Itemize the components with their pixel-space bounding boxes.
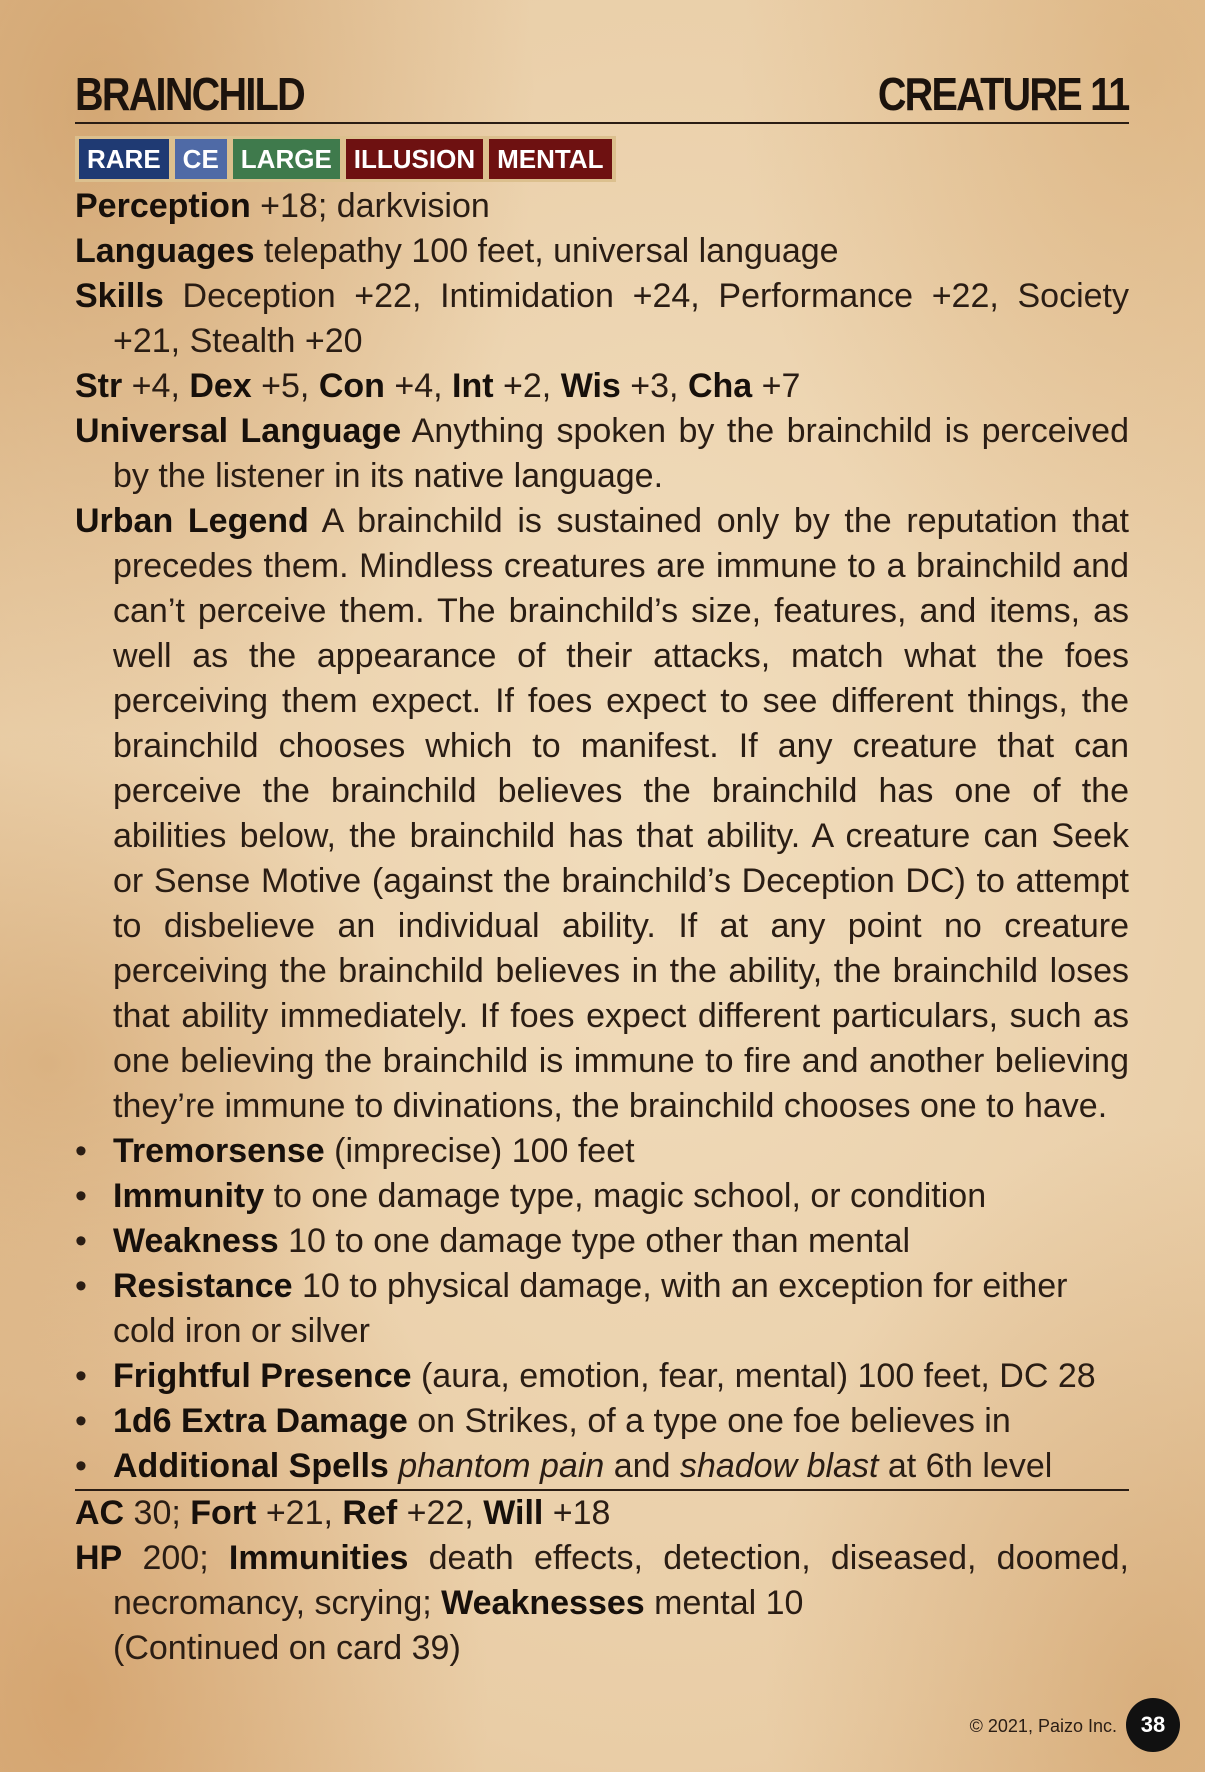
languages-value: telepathy 100 feet, universal language	[254, 232, 839, 270]
immunities-value: death effects, detection, diseased, doomed, necromancy, scrying;	[113, 1539, 1129, 1622]
immunity-text: to one damage type, magic school, or condition	[264, 1177, 987, 1215]
trait-size: LARGE	[233, 139, 340, 179]
weakness-text: 10 to one damage type other than mental	[278, 1222, 911, 1260]
resistance-label: Resistance	[113, 1267, 293, 1305]
universal-language-line	[75, 409, 1129, 499]
spell-phantom-pain: phantom pain	[398, 1447, 605, 1485]
list-item	[75, 1444, 1129, 1489]
languages-line	[75, 229, 1129, 274]
weaknesses-label: Weaknesses	[441, 1584, 645, 1622]
list-item	[75, 1264, 1129, 1354]
legend-abilities-list	[75, 1129, 1129, 1489]
frightful-presence-label: Frightful Presence	[113, 1357, 412, 1395]
list-item	[75, 1129, 1129, 1174]
trait-rare: RARE	[79, 139, 169, 179]
bullet-icon: •	[75, 1222, 87, 1260]
cha-value: +7	[752, 367, 801, 405]
urban-legend-line	[75, 499, 1129, 1129]
list-item	[75, 1219, 1129, 1264]
trait-list	[75, 136, 616, 182]
int-label: Int	[452, 367, 494, 405]
additional-spells-text-b: and	[604, 1447, 680, 1485]
list-item	[75, 1174, 1129, 1219]
weakness-label: Weakness	[113, 1222, 279, 1260]
continued-note: (Continued on card 39)	[113, 1629, 461, 1667]
bullet-icon: •	[75, 1132, 87, 1170]
hp-label: HP	[75, 1539, 123, 1577]
page-number-badge: 38	[1126, 1698, 1180, 1752]
trait-illusion: ILLUSION	[346, 139, 483, 179]
hp-line	[75, 1536, 1129, 1626]
int-value: +2,	[493, 367, 561, 405]
trait-alignment: CE	[175, 139, 227, 179]
bullet-icon: •	[75, 1402, 87, 1440]
hp-value: 200;	[122, 1539, 229, 1577]
skills-line	[75, 274, 1129, 364]
bullet-icon: •	[75, 1357, 87, 1395]
weaknesses-value: mental 10	[644, 1584, 804, 1622]
con-label: Con	[318, 367, 385, 405]
ability-scores-line	[75, 364, 1129, 409]
urban-legend-text: A brainchild is sustained only by the reputation that precedes them. Mindless creatures are immune to a brainchild and can’t perceive them. The brainchild’s size, features, and items, as well as the appearance of their attacks, match what the foes perceiving them expect. If foes expect to see different things, the brainchild chooses which to manifest. If any creature that can perceive the brainchild believes the brainchild has one of the abilities below, the brainchild has that ability. A creature can Seek or Sense Motive (against the brainchild’s Deception DC) to attempt to disbelieve an individual ability. If at any point no creature perceiving the brainchild believes in the ability, the brainchild loses that ability immediately. If foes expect different particulars, such as one believing the brainchild is immune to fire and another believing they’re immune to divinations, the brainchild chooses one to have.	[113, 502, 1129, 1125]
frightful-presence-text: (aura, emotion, fear, mental) 100 feet, DC 28	[411, 1357, 1096, 1395]
will-value: +18	[543, 1494, 611, 1532]
ac-value: 30;	[124, 1494, 191, 1532]
perception-label: Perception	[75, 187, 251, 225]
tremorsense-label: Tremorsense	[113, 1132, 325, 1170]
urban-legend-label: Urban Legend	[75, 502, 309, 540]
additional-spells-label: Additional Spells	[113, 1447, 389, 1485]
extra-damage-text: on Strikes, of a type one foe believes in	[407, 1402, 1011, 1440]
extra-damage-label: 1d6 Extra Damage	[113, 1402, 408, 1440]
resistance-text: 10 to physical damage, with an exception for either cold iron or silver	[113, 1267, 1068, 1350]
ref-value: +22,	[397, 1494, 484, 1532]
immunities-label: Immunities	[228, 1539, 409, 1577]
str-value: +4,	[122, 367, 190, 405]
additional-spells-text-c: at 6th level	[878, 1447, 1053, 1485]
languages-label: Languages	[75, 232, 255, 270]
additional-spells-text-a	[389, 1447, 398, 1485]
universal-language-label: Universal Language	[75, 412, 402, 450]
defense-line	[75, 1491, 1129, 1536]
perception-line	[75, 184, 1129, 229]
bullet-icon: •	[75, 1267, 87, 1305]
con-value: +4,	[384, 367, 453, 405]
perception-value: +18; darkvision	[250, 187, 490, 225]
will-label: Will	[483, 1494, 544, 1532]
ac-label: AC	[75, 1494, 125, 1532]
dex-label: Dex	[189, 367, 252, 405]
ref-label: Ref	[342, 1494, 398, 1532]
fort-value: +21,	[256, 1494, 343, 1532]
creature-level: CREATURE 11	[878, 68, 1129, 120]
wis-value: +3,	[620, 367, 688, 405]
tremorsense-text: (imprecise) 100 feet	[324, 1132, 635, 1170]
skills-value: Deception +22, Intimidation +24, Performance +22, Society +21, Stealth +20	[113, 277, 1129, 360]
list-item	[75, 1399, 1129, 1444]
trait-mental: MENTAL	[489, 139, 611, 179]
str-label: Str	[75, 367, 123, 405]
dex-value: +5,	[251, 367, 319, 405]
cha-label: Cha	[687, 367, 753, 405]
spell-shadow-blast: shadow blast	[679, 1447, 879, 1485]
list-item	[75, 1354, 1129, 1399]
copyright: © 2021, Paizo Inc.	[969, 1716, 1117, 1736]
bullet-icon: •	[75, 1177, 87, 1215]
stat-block	[75, 184, 1129, 1671]
wis-label: Wis	[560, 367, 621, 405]
universal-language-text: Anything spoken by the brainchild is perceived by the listener in its native language.	[113, 412, 1129, 495]
fort-label: Fort	[190, 1494, 257, 1532]
bullet-icon: •	[75, 1447, 87, 1485]
skills-label: Skills	[75, 277, 164, 315]
immunity-label: Immunity	[113, 1177, 265, 1215]
card-header	[75, 68, 1129, 124]
creature-name: BRAINCHILD	[75, 68, 304, 120]
